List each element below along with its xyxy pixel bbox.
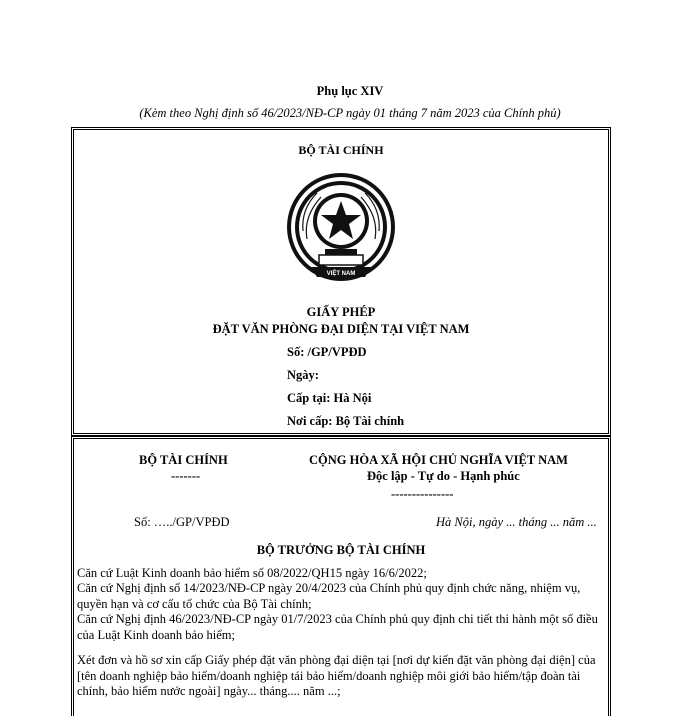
legal-basis-item: Căn cứ Luật Kinh doanh bảo hiểm số 08/2022/QH15 ngày 16/6/2022; (77, 566, 427, 580)
permit-decision-box (71, 436, 611, 716)
national-emblem-icon (281, 169, 401, 294)
decision-ministry-divider: ------- (171, 469, 201, 483)
emblem-banner-text: VIỆT NAM (326, 271, 356, 277)
permit-subtitle: ĐẶT VĂN PHÒNG ĐẠI DIỆN TẠI VIỆT NAM (212, 322, 470, 336)
permit-place-of-issue: Cấp tại: Hà Nội (287, 391, 372, 405)
decision-place-date: Hà Nội, ngày ... tháng ... năm ... (436, 515, 597, 529)
permit-number: Số: /GP/VPĐD (287, 345, 367, 359)
legal-basis-item: Căn cứ Nghị định 46/2023/NĐ-CP ngày 01/7/2023 của Chính phủ quy định chi tiết thi hành một số điều của Luật Kinh doanh bảo hiểm; (77, 612, 598, 642)
decision-authority: BỘ TRƯỞNG BỘ TÀI CHÍNH (256, 543, 426, 557)
legal-basis-item: Xét đơn và hồ sơ xin cấp Giấy phép đặt văn phòng đại diện tại [nơi dự kiến đặt văn phòng đại diện] của [tên doanh nghiệp bảo hiểm/doanh nghiệp tái bảo hiểm/doanh nghiệp môi giới bảo hiểm/tập đoàn tài chính, bảo hiểm nước ngoài] ngày... tháng.... năm ...; (77, 653, 596, 698)
legal-basis-item: Căn cứ Nghị định số 14/2023/NĐ-CP ngày 20/4/2023 của Chính phủ quy định chức năng, nhiệm vụ, quyền hạn và cơ cấu tổ chức của Bộ Tài chính; (77, 581, 581, 611)
national-motto: Độc lập - Tự do - Hạnh phúc (367, 469, 520, 483)
national-motto-divider: --------------- (391, 487, 454, 501)
appendix-subtitle: (Kèm theo Nghị định số 46/2023/NĐ-CP ngày 01 tháng 7 năm 2023 của Chính phủ) (139, 106, 561, 120)
national-title: CỘNG HÒA XÃ HỘI CHỦ NGHĨA VIỆT NAM (309, 453, 568, 467)
decision-number: Số: …../GP/VPĐD (134, 515, 230, 529)
permit-title: GIẤY PHÉP (306, 305, 376, 319)
permit-issuer: Nơi cấp: Bộ Tài chính (287, 414, 405, 428)
cover-ministry-name: BỘ TÀI CHÍNH (298, 143, 384, 157)
appendix-title: Phụ lục XIV (316, 84, 384, 98)
decision-ministry-name: BỘ TÀI CHÍNH (139, 453, 228, 467)
permit-date: Ngày: (287, 368, 319, 382)
permit-cover-box (71, 127, 611, 436)
